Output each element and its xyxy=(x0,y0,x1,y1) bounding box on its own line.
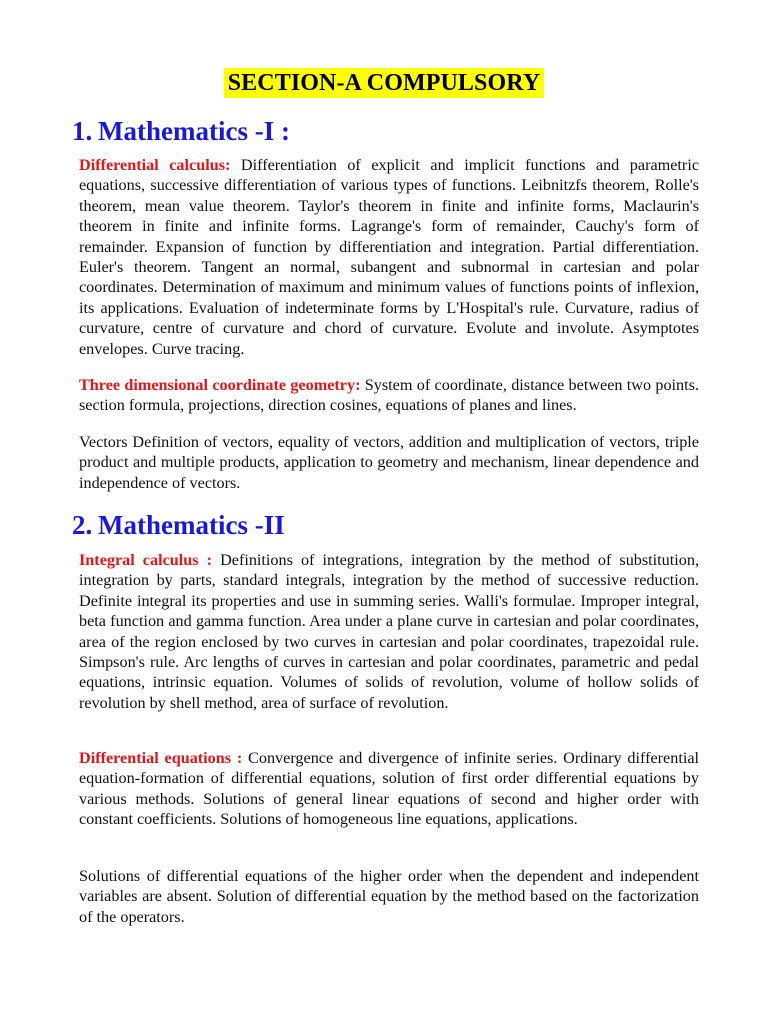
section-heading-text: Mathematics -II xyxy=(98,510,285,540)
section-number: 1. xyxy=(72,116,93,146)
paragraph-lead: Three dimensional coordinate geometry: xyxy=(79,376,361,394)
section-title: SECTION-A COMPULSORY xyxy=(224,68,545,98)
paragraph-vectors xyxy=(79,432,699,493)
paragraph-integral-calculus xyxy=(79,550,699,713)
section-number: 2. xyxy=(72,510,93,540)
paragraph-lead: Integral calculus : xyxy=(79,551,213,569)
paragraph-text: Solutions of differential equations of the higher order when the dependent and independent variables are absent. Solution of differential equation by the method based on the factorization of the operators. xyxy=(79,867,699,926)
paragraph-differential-calculus xyxy=(79,155,699,359)
paragraph-text: System of coordinate, distance between two points. section formula, projections, direction cosines, equations of planes and lines. xyxy=(79,376,699,415)
paragraph-lead: Differential equations : xyxy=(79,749,243,767)
paragraph-text: Differentiation of explicit and implicit functions and parametric equations, successive differentiation of various types of functions. Leibnitzfs theorem, Rolle's theorem, mean value theorem. Taylor's theorem in finite and infinite forms, Maclaurin's theorem in finite and infinite forms. Lagrange's form of remainder, Cauchy's form of remainder. Expansion of function by differentiation and integration. Partial differentiation. Euler's theorem. Tangent an normal, subangent and subnormal in cartesian and polar coordinates. Determination of maximum and minimum values of functions points of inflexion, its applications. Evaluation of indeterminate forms by L'Hospital's rule. Curvature, radius of curvature, centre of curvature and chord of curvature. Evolute and involute. Asymptotes envelopes. Curve tracing. xyxy=(79,156,699,358)
paragraph-higher-order-solutions xyxy=(79,866,699,927)
section-title-container xyxy=(0,68,768,98)
section-heading-mathematics-2 xyxy=(72,510,285,540)
paragraph-differential-equations xyxy=(79,748,699,830)
section-heading-mathematics-1 xyxy=(72,116,290,146)
paragraph-text: Convergence and divergence of infinite series. Ordinary differential equation-formation of differential equations, solution of first order differential equations by various methods. Solutions of general linear equations of second and higher order with constant coefficients. Solutions of homogeneous line equations, applications. xyxy=(79,749,699,829)
section-heading-text: Mathematics -I : xyxy=(98,116,290,146)
paragraph-coordinate-geometry xyxy=(79,375,699,416)
paragraph-lead: Differential calculus: xyxy=(79,156,231,174)
paragraph-text: Definitions of integrations, integration by the method of substitution, integration by parts, standard integrals, integration by the method of successive reduction. Definite integral its properties and use in summing series. Walli's formulae. Improper integral, beta function and gamma function. Area under a plane curve in cartesian and polar coordinates, area of the region enclosed by two curves in cartesian and polar coordinates, trapezoidal rule. Simpson's rule. Arc lengths of curves in cartesian and polar coordinates, parametric and pedal equations, intrinsic equation. Volumes of solids of revolution, volume of hollow solids of revolution by shell method, area of surface of revolution. xyxy=(79,551,699,712)
paragraph-text: Vectors Definition of vectors, equality of vectors, addition and multiplication of vectors, triple product and multiple products, application to geometry and mechanism, linear dependence and independence of vectors. xyxy=(79,433,699,492)
